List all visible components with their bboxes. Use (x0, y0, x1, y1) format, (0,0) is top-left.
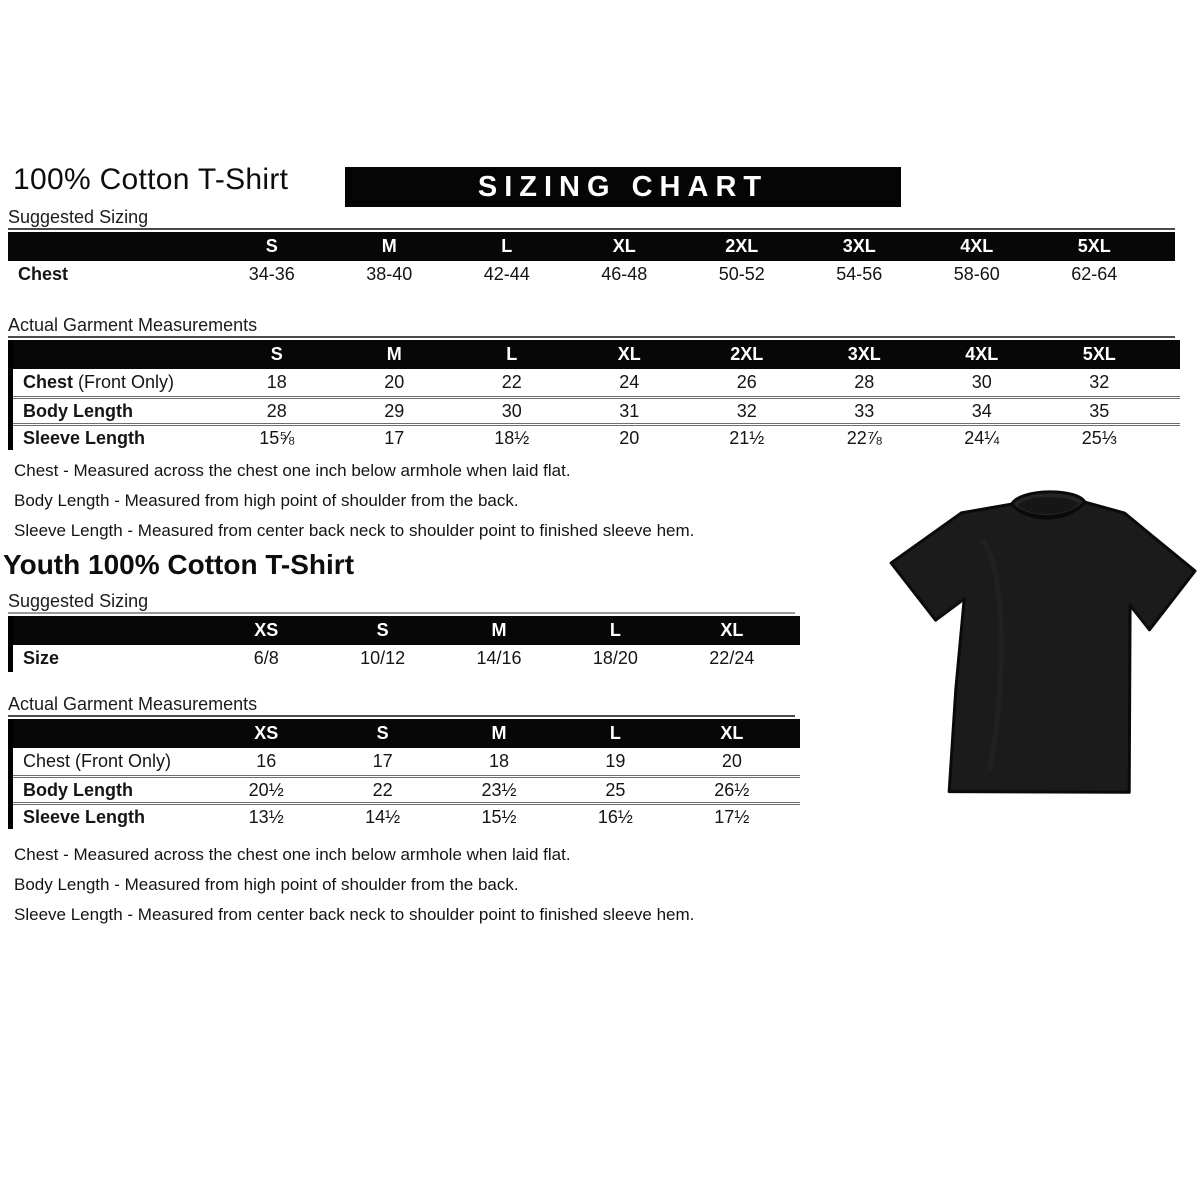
sizing-chart-banner: SIZING CHART (345, 167, 901, 207)
measurement-value: 62-64 (1071, 264, 1118, 284)
row-label (13, 751, 208, 772)
row-label-main: Sleeve Length (23, 806, 146, 827)
size-header-row (13, 340, 1180, 369)
size-column-header: 3XL (847, 344, 881, 364)
row-label (13, 372, 218, 393)
measurement-value: 23½ (481, 779, 517, 800)
measurement-value: 20 (384, 372, 405, 392)
measurement-value: 34 (971, 400, 992, 421)
measurement-value: 17 (372, 751, 393, 771)
measurement-value: 29 (384, 400, 405, 421)
measurement-value: 10/12 (360, 648, 406, 668)
size-column-header: 5XL (1077, 236, 1111, 256)
size-column-header: S (270, 344, 283, 364)
size-column-header: XL (612, 236, 636, 256)
measurement-value: 18 (266, 372, 287, 392)
measurement-value: 34-36 (248, 264, 295, 284)
size-range-row (13, 645, 800, 672)
size-column-header: XL (617, 344, 641, 364)
size-column-header: L (501, 236, 513, 256)
size-column-header: 5XL (1082, 344, 1116, 364)
size-column-header: XL (720, 620, 744, 640)
measurement-value: 22 (372, 779, 393, 800)
measurement-value: 14/16 (476, 648, 522, 668)
measurement-value: 17 (384, 427, 405, 448)
size-header-row (13, 719, 800, 748)
measurement-value: 16½ (597, 806, 633, 827)
chest-range-row (8, 261, 1175, 288)
row-label-suffix: (Front Only) (73, 372, 175, 392)
size-column-header: M (381, 236, 397, 256)
measurement-value: 42-44 (483, 264, 530, 284)
measurement-value: 19 (605, 751, 626, 771)
size-column-header: M (491, 723, 507, 743)
size-column-header: XL (720, 723, 744, 743)
measurement-value: 22⅞ (846, 427, 882, 448)
youth-product-title: Youth 100% Cotton T-Shirt (3, 549, 355, 580)
measurement-value: 20½ (248, 779, 284, 800)
measurement-value: 15⅝ (259, 427, 295, 448)
size-column-header: 2XL (725, 236, 759, 256)
row-label: Size (23, 648, 60, 668)
measurement-value: 26 (736, 372, 757, 392)
row-label (13, 807, 208, 828)
row-label-main: Body Length (23, 779, 133, 800)
row-label-main: Body Length (23, 400, 133, 421)
size-column-header: S (376, 620, 389, 640)
size-column-header: 2XL (730, 344, 764, 364)
youth-suggested-sizing-heading: Suggested Sizing (8, 591, 795, 614)
row-label (13, 780, 208, 801)
adult-suggested-sizing-table (8, 232, 1175, 288)
row-label-suffix: (Front Only) (70, 751, 172, 771)
size-column-header: L (609, 620, 621, 640)
measurement-value: 54-56 (836, 264, 883, 284)
measurement-value: 14½ (365, 806, 401, 827)
measurement-value: 18½ (494, 427, 530, 448)
measurement-value: 32 (1089, 372, 1110, 392)
measurement-value: 18/20 (592, 648, 638, 668)
row-label-main: Sleeve Length (23, 427, 146, 448)
measurement-value: 31 (619, 400, 640, 421)
measurement-value: 16 (256, 751, 277, 771)
measurement-value: 21½ (729, 427, 765, 448)
size-column-header: L (609, 723, 621, 743)
measurement-value: 33 (854, 400, 875, 421)
size-column-header: XS (254, 620, 279, 640)
measurement-value: 18 (489, 751, 510, 771)
measurement-value: 25 (605, 779, 626, 800)
measurement-value: 15½ (481, 806, 517, 827)
size-column-header: 3XL (842, 236, 876, 256)
size-column-header: M (386, 344, 402, 364)
youth-actual-measurements-table (8, 719, 800, 829)
measurement-value: 38-40 (366, 264, 413, 284)
body-length-row (13, 775, 800, 802)
measurement-value: 30 (501, 400, 522, 421)
measurement-value: 32 (736, 400, 757, 421)
row-label (13, 428, 218, 449)
measurement-value: 22 (501, 372, 522, 392)
measurement-value: 46-48 (601, 264, 648, 284)
measurement-value: 25⅓ (1081, 427, 1117, 448)
size-column-header: L (506, 344, 518, 364)
measurement-value: 28 (266, 400, 287, 421)
note-chest: Chest - Measured across the chest one inch below armhole when laid flat. (14, 461, 571, 480)
sleeve-length-row (13, 802, 800, 829)
measurement-value: 30 (971, 372, 992, 392)
size-column-header: 4XL (965, 344, 999, 364)
measurement-value: 20 (721, 751, 742, 771)
adult-product-title: 100% Cotton T-Shirt (13, 163, 289, 196)
row-label-main: Chest (23, 372, 74, 392)
sleeve-length-row (13, 423, 1180, 450)
measurement-value: 35 (1089, 400, 1110, 421)
size-column-header: XS (254, 723, 279, 743)
row-label: Chest (18, 264, 69, 284)
measurement-value: 24¼ (964, 427, 1000, 448)
measurement-value: 6/8 (253, 648, 279, 668)
size-column-header: M (491, 620, 507, 640)
adult-actual-measurements-heading: Actual Garment Measurements (8, 315, 1175, 338)
note-sleeve-length: Sleeve Length - Measured from center back neck to shoulder point to finished sleeve hem. (14, 905, 695, 924)
measurement-value: 20 (619, 427, 640, 448)
measurement-value: 22/24 (709, 648, 755, 668)
adult-suggested-sizing-heading: Suggested Sizing (8, 207, 1175, 230)
body-length-row (13, 396, 1180, 423)
row-label-main: Chest (23, 751, 71, 771)
measurement-value: 50-52 (718, 264, 765, 284)
youth-actual-measurements-heading: Actual Garment Measurements (8, 694, 795, 717)
measurement-value: 58-60 (953, 264, 1000, 284)
black-tshirt-image (883, 481, 1200, 813)
size-header-row (13, 616, 800, 645)
adult-actual-measurements-table (8, 340, 1180, 450)
measurement-value: 13½ (248, 806, 284, 827)
row-label (13, 401, 218, 422)
note-body-length: Body Length - Measured from high point of shoulder from the back. (14, 491, 519, 510)
chest-measurement-row (13, 748, 800, 775)
measurement-value: 24 (619, 372, 640, 392)
size-header-row (8, 232, 1175, 261)
chest-measurement-row (13, 369, 1180, 396)
note-body-length: Body Length - Measured from high point of shoulder from the back. (14, 875, 519, 894)
youth-suggested-sizing-table (8, 616, 800, 672)
note-chest: Chest - Measured across the chest one inch below armhole when laid flat. (14, 845, 571, 864)
size-column-header: S (265, 236, 278, 256)
measurement-value: 28 (854, 372, 875, 392)
measurement-value: 17½ (714, 806, 750, 827)
size-column-header: 4XL (960, 236, 994, 256)
note-sleeve-length: Sleeve Length - Measured from center back neck to shoulder point to finished sleeve hem. (14, 521, 695, 540)
size-column-header: S (376, 723, 389, 743)
measurement-value: 26½ (714, 779, 750, 800)
